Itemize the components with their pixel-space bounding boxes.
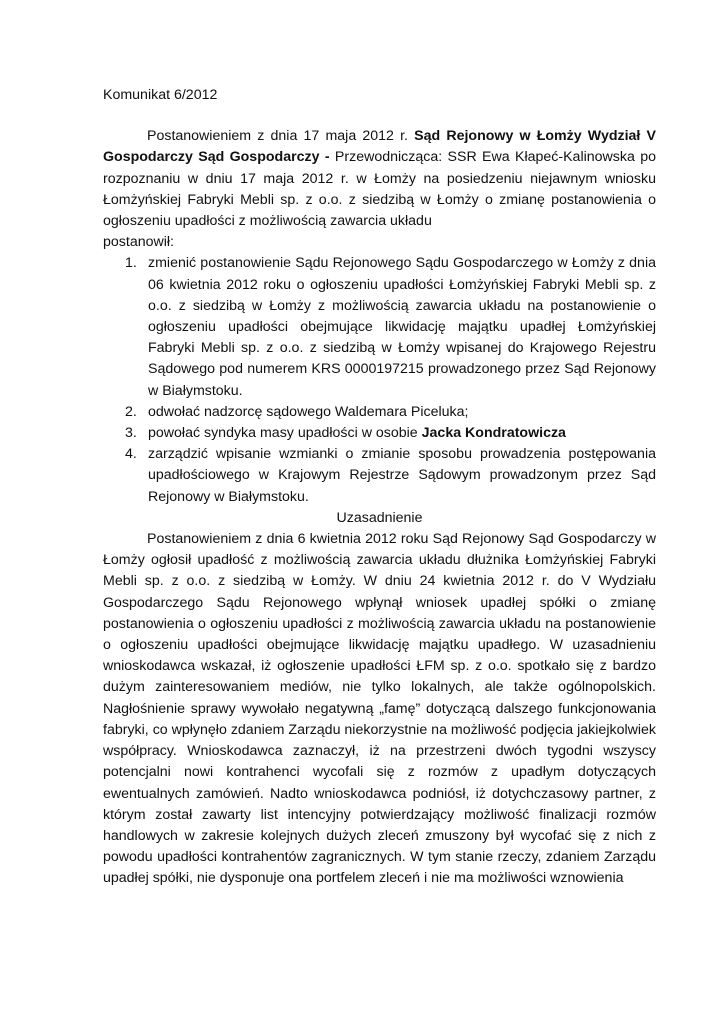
document-page (103, 85, 656, 890)
list-item (103, 444, 656, 508)
list-item-text: zarządzić wpisanie wzmianki o zmianie sposobu prowadzenia postępowania upadłościowego w Krajowym Rejestrze Sądowym prowadzonym przez Sąd Rejonowy w Białymstoku. (148, 446, 656, 505)
court-name: Sąd Rejonowy w Łomży Wydział V Gospodarczy Sąd Gospodarczy - (103, 128, 656, 166)
trustee-name: Jacka Kondratowicza (421, 425, 566, 442)
list-item-number: 4. (125, 446, 137, 463)
decision-intro: postanowił: (103, 234, 174, 251)
list-item-text: zmienić postanowienie Sądu Rejonowego Sądu Gospodarczego w Łomży z dnia 06 kwietnia 2012 roku o ogłoszeniu upadłości Łomżyńskiej Fabryki Mebli sp. z o.o. z siedzibą w Łomży z możliwością zawarcia układu na postanowienie o ogłoszeniu upadłości obejmujące likwidację majątku upadłej Łomżyńskiej Fabryki Mebli sp. z o.o. z siedzibą w Łomży wpisanej do Krajowego Rejestru Sądowego pod numerem KRS 0000197215 prowadzonego przez Sąd Rejonowy w Białymstoku. (148, 255, 656, 399)
list-item-text: powołać syndyka masy upadłości w osobie (148, 425, 422, 442)
document-header: Komunikat 6/2012 (103, 87, 218, 103)
list-item (103, 402, 656, 423)
intro-paragraph (103, 126, 656, 232)
justification-heading: Uzasadnienie (336, 509, 423, 526)
intro-rest: Przewodnicząca: SSR Ewa Kłapeć-Kalinowska po rozpoznaniu w dniu 17 maja 2012 r. w Łomży na posiedzeniu niejawnym wniosku Łomżyńskiej Fabryki Mebli sp. z o.o. z siedzibą w Łomży o zmianę postanowienia o ogłoszeniu upadłości z możliwością zawarcia układu (103, 149, 656, 230)
intro-prefix: Postanowieniem z dnia 17 maja 2012 r. (147, 128, 415, 145)
list-item-number: 2. (125, 403, 137, 420)
decision-list (103, 253, 656, 507)
list-item-number: 3. (125, 425, 137, 442)
list-item (103, 423, 656, 444)
justification-paragraph: Postanowieniem z dnia 6 kwietnia 2012 roku Sąd Rejonowy Sąd Gospodarczy w Łomży ogłosił upadłość z możliwością zawarcia układu dłużnika Łomżyńskiej Fabryki Mebli sp. z o.o. z siedzibą w Łomży. W dniu 24 kwietnia 2012 r. do V Wydziału Gospodarczego Sądu Rejonowego wpłynął wniosek upadłej spółki o zmianę postanowienia o ogłoszeniu upadłości z możliwością zawarcia układu na postanowienie o ogłoszeniu upadłości obejmujące likwidację majątku upadłego. W uzasadnieniu wnioskodawca wskazał, iż ogłoszenie upadłości ŁFM sp. z o.o. spotkało się z bardzo dużym zainteresowaniem mediów, nie tylko lokalnych, ale także ogólnopolskich. Nagłośnienie sprawy wywołało negatywną „famę” dotyczącą dalszego funkcjonowania fabryki, co wpłynęło zdaniem Zarządu niekorzystnie na możliwość podjęcia jakiejkolwiek współpracy. Wnioskodawca zaznaczył, iż na przestrzeni dwóch tygodni wszyscy potencjalni nowi kontrahenci wycofali się z rozmów z upadłym dotyczących ewentualnych zamówień. Nadto wnioskodawca podniósł, iż dotychczasowy partner, z którym został zawarty list intencyjny potwierdzający możliwość finalizacji rozmów handlowych w zakresie kolejnych dużych zleceń zmuszony był wycofać się z nich z powodu upadłości kontrahentów zagranicznych. W tym stanie rzeczy, zdaniem Zarządu upadłej spółki, nie dysponuje ona portfelem zleceń i nie ma możliwości wznowienia (103, 531, 656, 887)
list-item (103, 253, 656, 401)
list-item-number: 1. (125, 255, 137, 272)
list-item-text: odwołać nadzorcę sądowego Waldemara Piceluka; (148, 403, 469, 420)
